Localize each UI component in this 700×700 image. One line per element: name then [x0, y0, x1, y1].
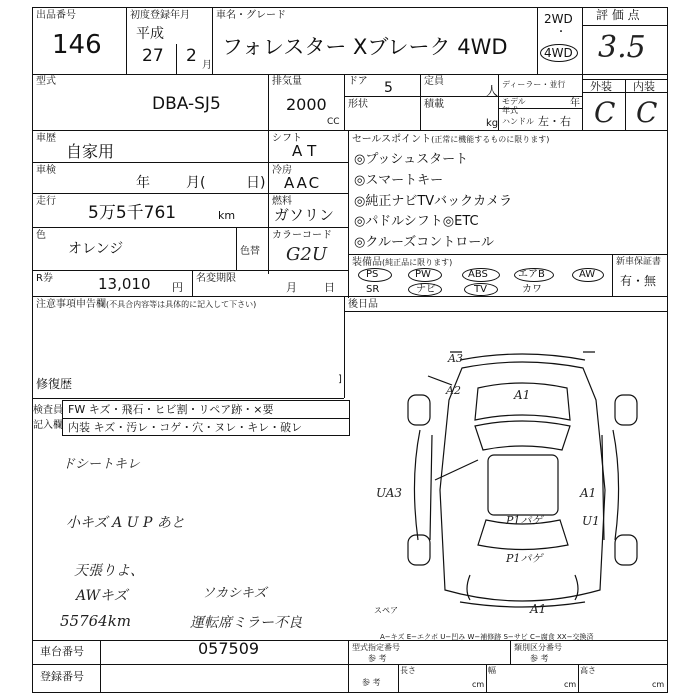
length-unit: cm	[472, 680, 485, 689]
equip-sr: SR	[366, 284, 380, 295]
displacement-unit: CC	[327, 117, 340, 127]
expiry-label: 名変期限	[196, 273, 236, 284]
notes-label: 注意事項申告欄(不具合内容等は具体的に記入して下さい)	[36, 299, 257, 310]
ac-label: 冷房	[272, 165, 292, 176]
exterior-grade: C	[594, 96, 616, 129]
mileage-unit: km	[218, 209, 236, 222]
ref-label: 参 考	[362, 678, 381, 687]
spare-label: スペア	[374, 606, 398, 615]
color-value: オレンジ	[68, 241, 124, 257]
color-code-label: カラーコード	[272, 230, 332, 241]
inspector-label2: 記入欄	[33, 420, 63, 431]
selling-point: ◎クルーズコントロール	[354, 235, 495, 250]
check-row-interior: 内装 キズ・汚レ・コゲ・穴・ヌレ・キレ・破レ	[68, 421, 303, 434]
car-name: フォレスター Xブレーク 4WD	[222, 35, 508, 59]
equip-aw: AW	[579, 269, 596, 280]
color-code-value: G2U	[286, 244, 328, 265]
selling-point: ◎パドルシフト◎ETC	[354, 214, 479, 229]
inspection-year: 年	[136, 175, 150, 191]
lot-number-label: 出品番号	[36, 10, 76, 21]
loading-unit: kg	[486, 118, 499, 129]
class-num-label: 類別区分番号	[514, 643, 562, 652]
shift-label: シフト	[272, 133, 302, 144]
rating-label: 評 価 点	[596, 8, 640, 22]
history-label: 車歴	[36, 133, 56, 144]
equip-abs: ABS	[468, 269, 488, 280]
shape-label: 形状	[348, 99, 368, 110]
inspection-label: 車検	[36, 165, 56, 176]
dealer-label: ディーラー・並行	[502, 80, 566, 89]
handwritten-note: 55764km	[60, 612, 132, 630]
damage-mark: UA3	[376, 486, 403, 500]
equip-ps: PS	[366, 269, 379, 280]
handwritten-note: ドシートキレ	[62, 457, 140, 472]
expiry-day: 日	[324, 281, 335, 294]
manual-value: 有・無	[620, 274, 657, 288]
inspection-day: 日)	[246, 175, 266, 191]
type-num-label: 型式指定番号	[352, 643, 400, 652]
width-unit: cm	[564, 680, 577, 689]
handle-label: ハンドル	[502, 117, 534, 126]
handwritten-note: AWキズ	[76, 588, 128, 604]
manual-label: 新車保証書	[616, 257, 662, 267]
selling-point: ◎純正ナビTVバックカメラ	[354, 194, 513, 209]
damage-mark: A3	[448, 352, 463, 365]
handwritten-note: 運転席ミラー不良	[190, 615, 302, 631]
reg-number-label: 登録番号	[40, 670, 84, 683]
capacity-unit: 人	[486, 84, 499, 98]
type-num-ref: 参 考	[368, 654, 387, 663]
month-unit: 月	[202, 60, 212, 71]
interior-grade: C	[636, 96, 658, 129]
shift-value: AT	[292, 142, 323, 160]
era: 平成	[136, 26, 164, 42]
rear-items-label: 後日品	[348, 299, 378, 310]
check-row-exterior: FW キズ・飛石・ヒビ割・リペア跡・×要	[68, 403, 274, 416]
model-year-label: モデル 年式	[502, 97, 526, 115]
model-value: DBA-SJ5	[152, 94, 221, 114]
first-reg-label: 初度登録年月	[130, 10, 190, 21]
damage-mark: A1	[580, 486, 597, 500]
tax-label: R券	[36, 273, 53, 284]
inspection-month: 月(	[186, 175, 206, 191]
tax-value: 13,010	[98, 275, 151, 293]
car-damage-diagram	[400, 340, 645, 625]
expiry-month: 月	[286, 281, 297, 294]
rating-value: 3.5	[598, 30, 646, 65]
equip-leather: カワ	[522, 284, 542, 295]
reg-year: 27	[142, 46, 164, 66]
damage-mark: P1パゲ	[506, 514, 543, 527]
exterior-label: 外装	[590, 80, 612, 93]
car-name-label: 車名・グレード	[216, 10, 286, 21]
color-change-label: 色替	[240, 246, 260, 257]
inspector-label: 検査員	[33, 405, 63, 416]
interior-label: 内装	[633, 80, 655, 93]
history-value: 自家用	[66, 142, 115, 161]
equip-pw: PW	[415, 269, 431, 280]
selling-label: セールスポイント(正常に機能するものに限ります)	[352, 134, 550, 145]
car-number-label: 車台番号	[40, 645, 84, 658]
height-unit: cm	[652, 680, 665, 689]
selling-point: ◎プッシュスタート	[354, 152, 469, 167]
class-num-ref: 参 考	[530, 654, 549, 663]
handwritten-note: ソカシキズ	[202, 586, 267, 601]
capacity-label: 定員	[424, 76, 444, 87]
reg-month: 2	[186, 46, 197, 66]
tax-unit: 円	[172, 281, 183, 294]
model-year-unit: 年	[570, 98, 580, 109]
fuel-value: ガソリン	[274, 206, 335, 224]
doors-label: ドア	[348, 76, 368, 87]
fuel-label: 燃料	[272, 196, 292, 207]
drive-2wd: 2WD	[544, 12, 573, 26]
equip-airbag: エアB	[518, 269, 545, 280]
handle-value: 左・右	[538, 115, 571, 128]
mileage-label: 走行	[36, 196, 56, 207]
color-label: 色	[36, 230, 46, 241]
damage-mark: U1	[582, 514, 600, 528]
damage-mark: A2	[446, 384, 461, 397]
displacement-value: 2000	[286, 95, 327, 114]
drive-4wd: 4WD	[544, 46, 573, 60]
equip-tv: TV	[474, 284, 487, 295]
width-label: 幅	[488, 666, 496, 675]
mileage-value: 5万5千761	[88, 203, 177, 223]
damage-mark: P1パゲ	[506, 552, 543, 565]
height-label: 高さ	[580, 666, 596, 675]
equipment-label: 装備品(純正品に限ります)	[352, 257, 453, 268]
damage-legend: A−キズ E−エクボ U−凹み W−補修跡 S−サビ C−腐食 XX−交換済	[380, 633, 594, 641]
model-label: 型式	[36, 76, 56, 87]
displacement-label: 排気量	[272, 76, 302, 87]
car-number-value: 057509	[198, 639, 260, 658]
length-label: 長さ	[400, 666, 416, 675]
ac-value: AAC	[284, 174, 322, 192]
handwritten-note: 天張りよ、	[74, 563, 144, 579]
repair-label: 修復歴	[36, 377, 73, 391]
handwritten-note: 小キズ A U P あと	[66, 515, 185, 531]
damage-mark: A1	[514, 388, 531, 402]
selling-point: ◎スマートキー	[354, 173, 444, 188]
damage-mark: A1	[530, 602, 547, 616]
equip-navi: ナビ	[416, 284, 436, 295]
doors-value: 5	[384, 80, 393, 96]
lot-number: 146	[52, 30, 102, 60]
loading-label: 積載	[424, 99, 444, 110]
